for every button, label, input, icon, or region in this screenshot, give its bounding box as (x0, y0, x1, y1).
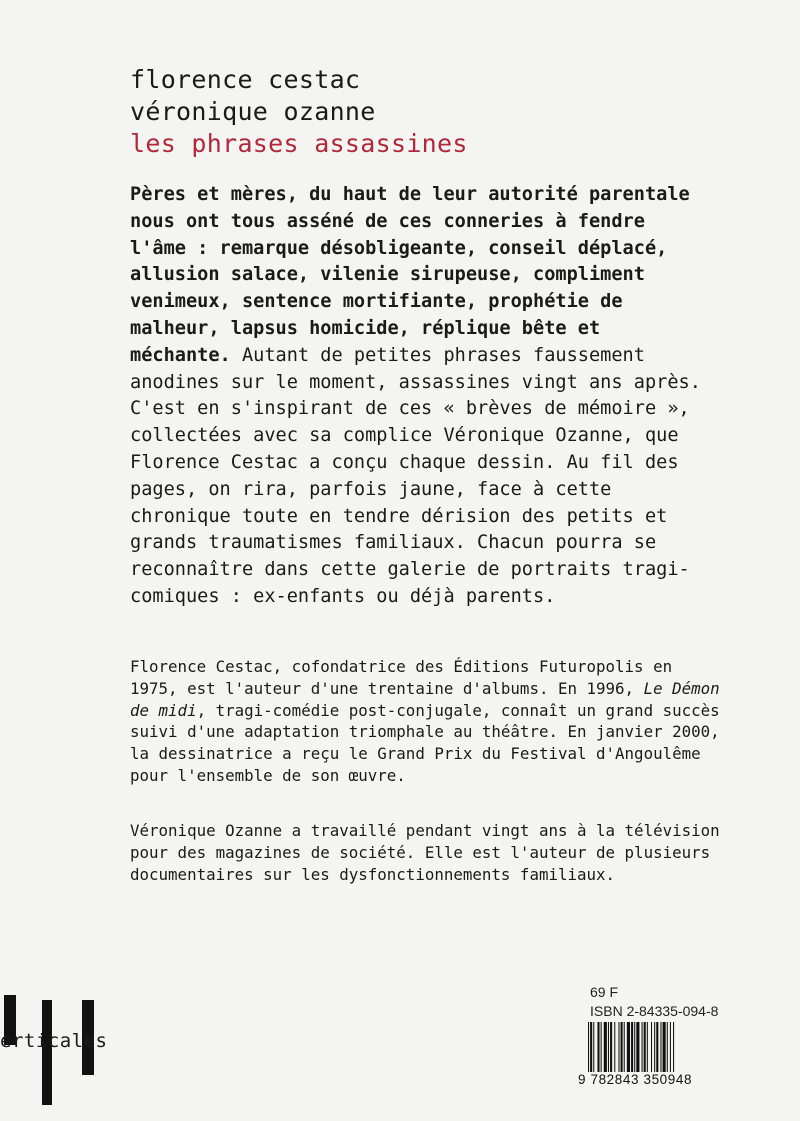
barcode-bar (656, 1022, 658, 1072)
bio-ozanne (130, 820, 720, 885)
barcode-bar (624, 1022, 625, 1072)
barcode-bar (660, 1022, 661, 1072)
barcode-bar (604, 1022, 607, 1072)
barcode-bar (608, 1022, 609, 1072)
blurb-paragraph-1 (130, 182, 710, 396)
blurb-paragraph-2: C'est en s'inspirant de ces « brèves de mémoire », collectées avec sa complice Véronique Ozanne, que Florence Cestac a conçu chaque dessin. Au fil des pages, on rira, parfois jaune, face à cette chronique toute en tendre dérision des petits et grands traumatismes familiaux. Chacun pourra se reconnaître dans cette galerie de portraits tragi-comiques : ex-enfants ou déjà parents. (130, 398, 690, 607)
bio-cestac-book-title: Le Démon de midi (130, 678, 720, 720)
barcode-bar (614, 1022, 615, 1072)
barcode-bar (636, 1022, 639, 1072)
price-isbn-block (590, 983, 718, 1021)
book-title: les phrases assassines (130, 129, 468, 158)
barcode-bar (667, 1022, 668, 1072)
barcode-bar (593, 1022, 594, 1072)
barcode-bar (601, 1022, 602, 1072)
blurb-continuation: Autant de petites phrases faussement anodines sur le moment, assassines vingt ans après. (130, 344, 701, 393)
barcode-bar (670, 1022, 671, 1072)
blurb-text (130, 182, 710, 611)
barcode-bar (642, 1022, 643, 1072)
barcode-bar (634, 1022, 635, 1072)
barcode-bar (588, 1022, 589, 1072)
barcode-bar (618, 1022, 619, 1072)
barcode (588, 1022, 728, 1072)
barcode-bar (621, 1022, 623, 1072)
barcode-bar (597, 1022, 599, 1072)
barcode-bar (651, 1022, 652, 1072)
barcode-bar (647, 1022, 648, 1072)
bio-ozanne-text: Véronique Ozanne a travaillé pendant vingt ans à la télévision pour des magazines de société. Elle est l'auteur de plusieurs documentaires sur les dysfonctionnements familiaux. (130, 821, 720, 884)
barcode-bar (631, 1022, 633, 1072)
bio-cestac-text-1: Florence Cestac, cofondatrice des Éditions Futuropolis en 1975, est l'auteur d'une trentaine d'albums. En 1996, (130, 657, 673, 698)
barcode-bar (590, 1022, 592, 1072)
cover-heading (130, 64, 468, 160)
bio-cestac-text-2: , tragi-comédie post-conjugale, connaît un grand succès suivi d'une adaptation triomphale au théâtre. En janvier 2000, la dessinatrice a reçu le Grand Prix du Festival d'Angoulême pour l'ensemble de son œuvre. (130, 700, 720, 785)
author-name-2: véronique ozanne (130, 97, 376, 126)
blurb-lead: Pères et mères, du haut de leur autorité parentale nous ont tous asséné de ces conneries à fendre l'âme : remarque désobligeante, conseil déplacé, allusion salace, vilenie sirupeuse, compliment venimeux, sentence mortifiante, prophétie de malheur, lapsus homicide, réplique bête et méchante. (130, 184, 690, 366)
logo-bar (42, 1000, 52, 1105)
barcode-bar (673, 1022, 674, 1072)
author-name-1: florence cestac (130, 65, 361, 94)
barcode-bar (610, 1022, 612, 1072)
price: 69 F (590, 984, 619, 1000)
publisher-logo (0, 995, 130, 1105)
isbn: ISBN 2-84335-094-8 (590, 1003, 719, 1019)
publisher-logo-text: erticales (0, 1030, 108, 1052)
barcode-digits: 9 782843 350948 (578, 1072, 693, 1087)
bio-cestac (130, 656, 720, 787)
barcode-bar (663, 1022, 666, 1072)
barcode-bar (654, 1022, 655, 1072)
barcode-bar (644, 1022, 646, 1072)
barcode-bar (627, 1022, 630, 1072)
